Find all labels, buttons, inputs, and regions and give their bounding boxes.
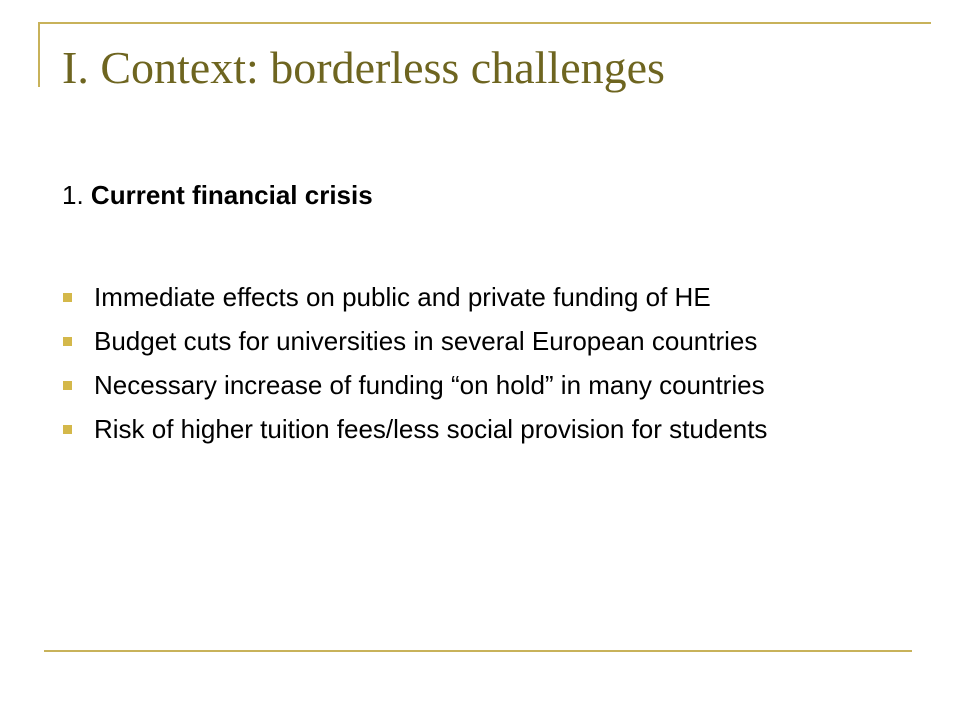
bullet-text: Necessary increase of funding “on hold” in many countries	[94, 370, 765, 400]
section-heading	[62, 178, 373, 212]
bullet-item	[62, 280, 862, 314]
bullet-item	[62, 368, 862, 402]
bullet-text: Budget cuts for universities in several European countries	[94, 326, 758, 356]
section-title: Current financial crisis	[90, 180, 373, 210]
top-divider-line	[38, 22, 931, 24]
left-accent-line	[38, 22, 40, 87]
square-bullet-icon	[63, 337, 72, 346]
bullet-item	[62, 412, 862, 446]
section-number: 1.	[62, 180, 84, 210]
slide-title: I. Context: borderless challenges	[62, 42, 665, 93]
square-bullet-icon	[63, 293, 72, 302]
square-bullet-icon	[63, 425, 72, 434]
bullet-text: Risk of higher tuition fees/less social provision for students	[94, 414, 768, 444]
bullet-text: Immediate effects on public and private funding of HE	[94, 282, 711, 312]
bullet-item	[62, 324, 862, 358]
bullet-list	[62, 280, 862, 456]
square-bullet-icon	[63, 381, 72, 390]
bottom-divider-line	[44, 650, 912, 652]
